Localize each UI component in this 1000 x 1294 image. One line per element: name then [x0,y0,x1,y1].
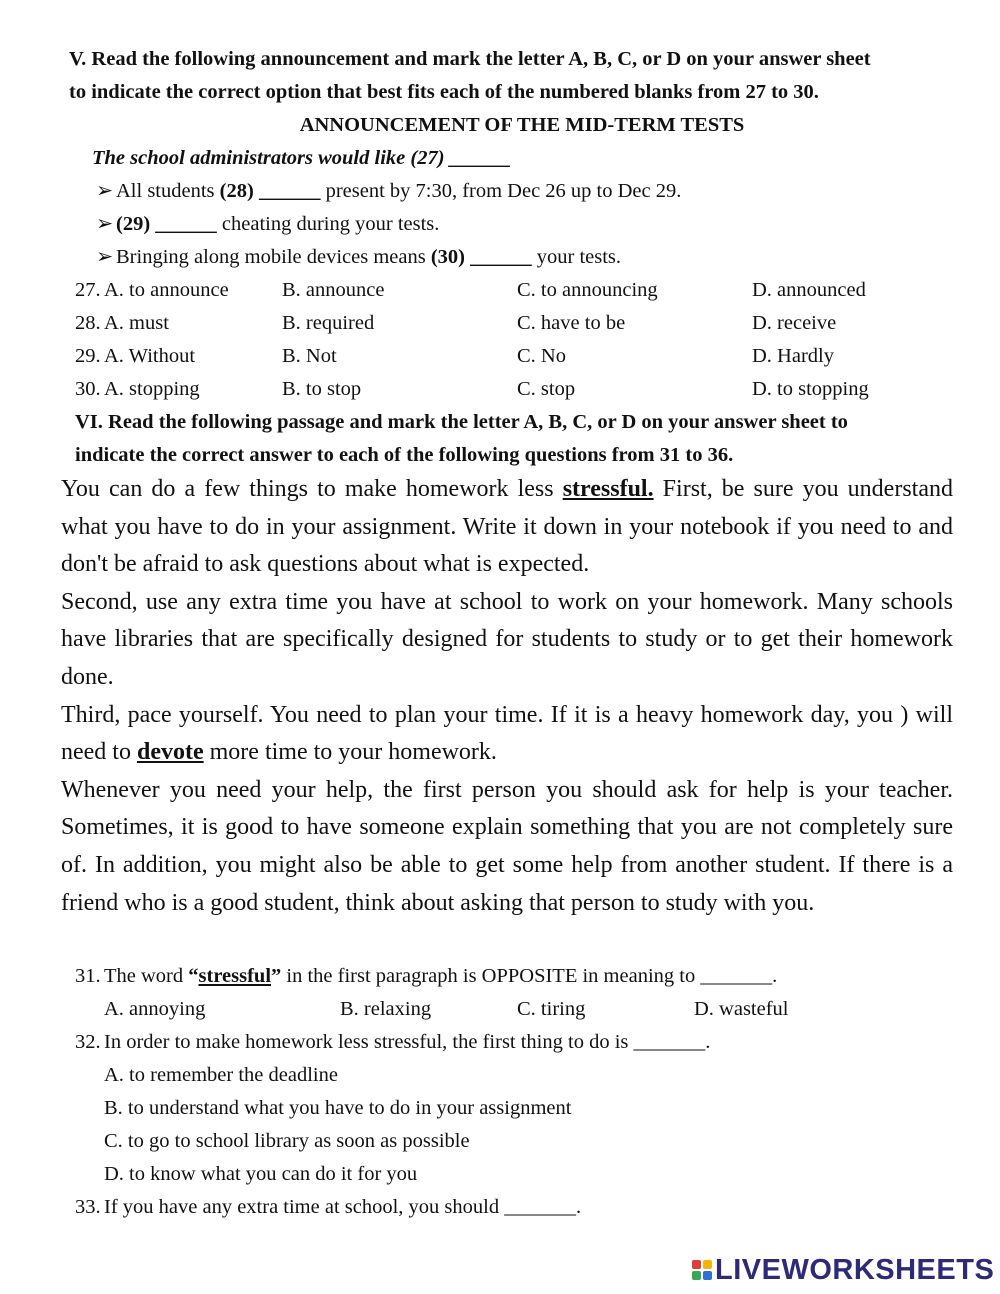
option-c[interactable]: C. to announcing [517,279,658,301]
bullet-28: ➢ All students (28) ______ present by 7:30, from Dec 26 up to Dec 29. [96,175,681,208]
bullet-arrow-icon: ➢ [96,180,114,202]
option-d[interactable]: D. receive [752,312,837,334]
bullet-29: ➢ (29) ______ cheating during your tests. [96,208,439,241]
bullet-30: ➢ Bringing along mobile devices means (30) ______ your tests. [96,241,621,274]
liveworksheets-logo-icon [692,1260,712,1280]
option-d[interactable]: D. to know what you can do it for you [104,1163,418,1185]
option-c[interactable]: C. have to be [517,312,626,334]
section5-instruction-line2: to indicate the correct option that best fits each of the numbered blanks from 27 to 30. [69,81,819,103]
option-c[interactable]: C. No [517,345,566,367]
bullet-arrow-icon: ➢ [96,246,114,268]
option-b[interactable]: B. to understand what you have to do in your assignment [104,1097,572,1119]
option-a[interactable]: A. Without [104,345,196,367]
section6-instruction-line1: VI. Read the following passage and mark the letter A, B, C, or D on your answer sheet to [75,411,848,433]
option-a[interactable]: A. stopping [104,378,200,400]
option-c[interactable]: C. tiring [517,998,586,1020]
section6-instruction-line2: indicate the correct answer to each of the following questions from 31 to 36. [75,444,734,466]
option-b[interactable]: B. required [282,312,375,334]
reading-passage [61,471,953,922]
bullet-arrow-icon: ➢ [96,213,114,235]
option-c[interactable]: C. stop [517,378,576,400]
option-d[interactable]: D. announced [752,279,866,301]
question-31-stem: The word “stressful” in the first paragraph is OPPOSITE in meaning to _______. [104,965,778,987]
section5-instruction-line1: V. Read the following announcement and mark the letter A, B, C, or D on your answer sheet [69,48,871,70]
paragraph-1: You can do a few things to make homework less stressful. First, be sure you understand what you have to do in your assignment. Write it down in your notebook if you need to and don't be afraid to ask questions about what is expected. [61,476,953,578]
option-d[interactable]: D. Hardly [752,345,834,367]
paragraph-3: Third, pace yourself. You need to plan your time. If it is a heavy homework day, you ) will need to devote more time to your homework. [61,701,953,766]
option-a[interactable]: A. to announce [104,279,229,301]
logo-text: LIVEWORKSHEETS [715,1253,995,1286]
option-c[interactable]: C. to go to school library as soon as possible [104,1130,470,1152]
liveworksheets-logo [692,1254,994,1286]
paragraph-2: Second, use any extra time you have at school to work on your homework. Many schools have libraries that are specifically designed for students to study or to get their homework done. [61,588,953,690]
announcement-intro: The school administrators would like (27) ______ [92,147,512,169]
paragraph-4: Whenever you need your help, the first person you should ask for help is your teacher. Sometimes, it is good to have someone explain something that you are not completely sure of. In addition, you might also be able to get some help from another student. If there is a friend who is a good student, think about asking that person to study with you. [61,776,953,916]
option-b[interactable]: B. to stop [282,378,362,400]
question-32-stem: In order to make homework less stressful, the first thing to do is _______. [104,1031,711,1053]
option-b[interactable]: B. announce [282,279,385,301]
option-b[interactable]: B. Not [282,345,337,367]
question-33-stem: If you have any extra time at school, you should _______. [104,1196,582,1218]
option-b[interactable]: B. relaxing [340,998,432,1020]
keyword-stressful: stressful. [562,476,654,502]
option-a[interactable]: A. annoying [104,998,206,1020]
option-d[interactable]: D. to stopping [752,378,869,400]
option-a[interactable]: A. to remember the deadline [104,1064,338,1086]
keyword-devote: devote [136,739,204,766]
announcement-title: ANNOUNCEMENT OF THE MID-TERM TESTS [299,114,745,136]
option-d[interactable]: D. wasteful [694,998,789,1020]
option-a[interactable]: A. must [104,312,169,334]
